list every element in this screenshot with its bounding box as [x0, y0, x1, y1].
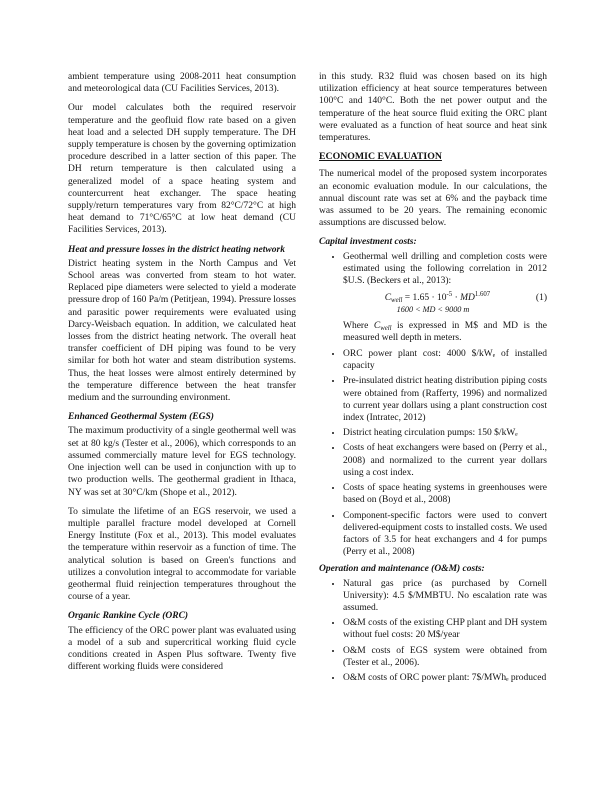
left-column: [68, 71, 296, 689]
subsection-heading-orc: Organic Rankine Cycle (ORC): [68, 611, 189, 622]
bullet-item-natural-gas-price: • Natural gas price (as purchased by Cornell University): 4.5 $/MMBTU. No escalation rate was assumed.: [343, 578, 547, 615]
om-costs-bullet-list: [319, 578, 547, 685]
bullet-item-circulation-pumps: • District heating circulation pumps: 150 $/kWₑ: [343, 427, 547, 439]
equation-rhs: = 1.65 · 10: [402, 293, 447, 304]
equation-exponent-1: -5: [446, 291, 453, 299]
subsection-heading-heat-pressure-losses: Heat and pressure losses in the district heating network: [68, 244, 285, 255]
equation: [343, 292, 547, 304]
bullet-item-orc-plant-cost: • ORC power plant cost: 4000 $/kWₑ of installed capacity: [343, 348, 547, 372]
paragraph-economic-module: The numerical model of the proposed system incorporates an economic evaluation module. In our calculations, the annual discount rate was set at 6% and the payback time was assumed to be 20 years. The remaining economic assumptions are discussed below.: [319, 169, 547, 229]
equation-note: [343, 320, 547, 344]
equation-dot-operator: ·: [452, 293, 461, 304]
equation-note-text: Where: [343, 320, 374, 331]
equation-note-variable: C: [373, 320, 381, 331]
bullet-item-component-factors: • Component-specific factors were used to convert delivered-equipment costs to installed costs. We used factors of 3.5 for heat exchangers and 4 for pumps (Perry et al., 2008): [343, 510, 547, 559]
bullet-text: Geothermal well drilling and completion costs were estimated using the following correlation in 2012 $U.S. (Beckers et al., 2013):: [343, 251, 547, 287]
bullet-item-well-drilling: [343, 251, 547, 344]
paragraph-district-heating: District heating system in the North Campus and Vet School areas was converted from steam to hot water. Replaced pipe diameters were selected to yield a moderate pressure drop of 160 Pa/m (Petitjean, 1994). Pressure losses and parasitic power requirements were evaluated using Darcy-Weisbach equation. In addition, we calculated heat losses from the district heating network. The overall heat transfer coefficient of DH piping was found to be very similar for both hot water and steam distribution systems. Thus, the heat losses were almost entirely determined by the temperature difference between the heat transfer medium and the surrounding environment.: [68, 258, 296, 404]
paragraph-orc-efficiency: The efficiency of the ORC power plant was evaluated using a model of a sub and supercritical working fluid cycle conditions created in Aspen Plus software. Twenty five different working fluids were considered: [68, 625, 296, 673]
equation-variable-subscript: well: [391, 297, 403, 305]
right-column: [319, 71, 547, 689]
paragraph-ambient-temperature: ambient temperature using 2008-2011 heat consumption and meteorological data (CU Facilities Services, 2013).: [68, 72, 296, 95]
equation-note-text-post: is expressed in M$ and MD is the measured well depth in meters.: [343, 320, 547, 343]
capital-costs-bullet-list: [319, 251, 547, 559]
equation-exponent-2: 1.607: [474, 291, 491, 299]
subsection-heading-capital-costs: Capital investment costs:: [319, 237, 417, 248]
paragraph-egs-productivity: The maximum productivity of a single geothermal well was set at 80 kg/s (Tester et al., 2006), which corresponds to an assumed commercially mature level for EGS technology. One injection well can be used in conjunction with up to two production wells. The geothermal gradient in Ithaca, NY was set at 30°C/km (Shope et al., 2012).: [68, 426, 296, 498]
equation-formula: [343, 292, 532, 304]
bullet-item-greenhouse-heating: • Costs of space heating systems in greenhouses were based on (Boyd et al., 2008): [343, 482, 547, 506]
paragraph-working-fluid-study: in this study. R32 fluid was chosen based on its high utilization efficiency at heat source temperatures between 100°C and 140°C. Both the net power output and the temperature of the heat source fluid exiting the ORC plant were evaluated as a function of heat source and heat sink temperatures.: [319, 72, 547, 144]
paragraph-egs-lifetime: To simulate the lifetime of an EGS reservoir, we used a multiple parallel fracture model developed at Cornell Energy Institute (Fox et al., 2013). This model evaluates the temperature within reservoir as a function of time. The analytical solution is based on Green's functions and utilizes a convolution integral to accommodate for variable geothermal fluid reinjection temperatures throughout the course of a year.: [68, 506, 296, 603]
equation-variable-md: MD: [460, 293, 475, 304]
bullet-item-chp-om-costs: • O&M costs of the existing CHP plant and DH system without fuel costs: 20 M$/year: [343, 617, 547, 641]
equation-constraint: 1600 < MD < 9000 m: [396, 305, 470, 315]
bullet-item-orc-om-costs: • O&M costs of ORC power plant: 7$/MWhₑ produced: [343, 672, 547, 684]
equation-note-variable-subscript: well: [380, 324, 392, 332]
bullet-item-egs-om-costs: • O&M costs of EGS system were obtained from (Tester et al., 2006).: [343, 645, 547, 669]
section-heading-economic-evaluation: ECONOMIC EVALUATION: [319, 151, 442, 163]
subsection-heading-egs: Enhanced Geothermal System (EGS): [68, 412, 214, 423]
bullet-item-piping-costs: • Pre-insulated district heating distribution piping costs were obtained from (Rafferty, 1996) and normalized to current year dollars using a plant construction cost index (Intratec, 2012): [343, 375, 547, 424]
subsection-heading-om-costs: Operation and maintenance (O&M) costs:: [319, 564, 485, 575]
equation-number: (1): [535, 293, 547, 304]
paragraph-model-description: Our model calculates both the required reservoir temperature and the geofluid flow rate based on a given heat load and a selected DH supply temperature. The DH supply temperature is chosen by the governing optimization procedure described in a latter section of this paper. The DH return temperature is then calculated using a generalized model of a space heating system and countercurrent heat exchanger. The space heating supply/return temperatures vary from 82°C/72°C at high heat demand to 71°C/65°C at low heat demand (CU Facilities Services, 2013).: [68, 103, 296, 236]
bullet-item-heat-exchangers: • Costs of heat exchangers were based on (Perry et al., 2008) and normalized to the current year dollars using a cost index.: [343, 442, 547, 479]
equation-variable: C: [384, 293, 392, 304]
two-column-layout: [68, 71, 547, 689]
